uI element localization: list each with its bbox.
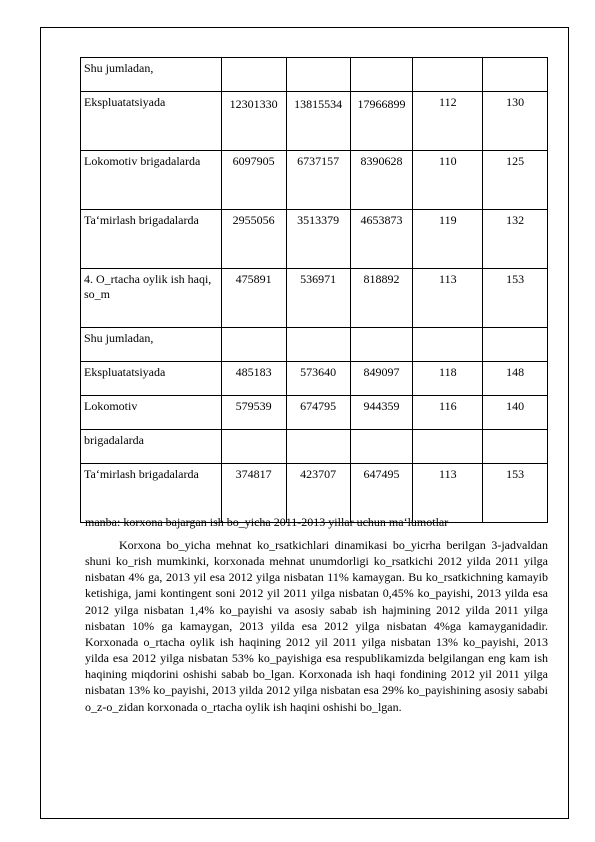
table-cell: 818892 [350, 269, 413, 328]
table-cell: 944359 [350, 396, 413, 430]
table-cell [483, 430, 548, 464]
table-cell [413, 430, 483, 464]
table-cell: 573640 [286, 362, 350, 396]
row-label: 4. O_rtacha oylik ish haqi, so_m [81, 269, 222, 328]
table-cell: 485183 [221, 362, 286, 396]
table-cell: 6097905 [221, 151, 286, 210]
table-cell: 119 [413, 210, 483, 269]
table-row [81, 210, 548, 269]
table-cell [221, 328, 286, 362]
table-cell: 423707 [286, 464, 350, 523]
table-cell [413, 328, 483, 362]
table-cell: 118 [413, 362, 483, 396]
table-row [81, 92, 548, 151]
table-cell: 13815534 [286, 92, 350, 151]
row-label: Ta‘mirlash brigadalarda [81, 210, 222, 269]
table-cell: 374817 [221, 464, 286, 523]
table-cell: 153 [483, 464, 548, 523]
table-cell: 125 [483, 151, 548, 210]
row-label: Ekspluatatsiyada [81, 92, 222, 151]
table-row [81, 269, 548, 328]
table-cell: 110 [413, 151, 483, 210]
table-cell: 475891 [221, 269, 286, 328]
table-cell: 112 [413, 92, 483, 151]
table-cell [286, 58, 350, 92]
row-label: Shu jumladan, [81, 328, 222, 362]
table-cell [413, 58, 483, 92]
table-row [81, 328, 548, 362]
analysis-paragraph: Korxona bo_yicha mehnat ko_rsatkichlari dinamikasi bo_yicrha berilgan 3-jadvaldan shuni ko_rish mumkinki, korxonada mehnat unumdorligi ko_rsatkichi 2012 yilda 2011 yilga nisbatan 4% ga, 2013 yil esa 2012 yilga nisbatan 11% kamaygan. Bu ko_rsatkichning kamayib ketishiga, jami kontingent soni 2012 yil 2011 yilga nisbatan 0,45% ko_payishi, 2013 yilda esa 2012 yilga nisbatan 1,4% ko_payishi va asosiy sabab ish hajmining 2012 yilda 2011 yilga nisbatan 10% ga kamaygan, 2013 yilda esa 2012 yilga nisbatan 4%ga kamayganidadir. Korxonada o_rtacha oylik ish haqining 2012 yil 2011 yilga nisbatan 13% ko_payishi, 2013 yilda esa 2012 yilga nisbatan 53% ko_payishiga esa respublikamizda belgilangan eng kam ish haqining miqdorini oshishi sabab bo_lgan. Korxonada ish haqi fondining 2012 yil 2011 yilga nisbatan 13% ko_payishi, 2013 yilda 2012 yilga nisbatan esa 29% ko_payishining asosiy sababi o_z-o_zidan korxonada o_rtacha oylik ish haqini oshishi bo_lgan. [85, 538, 548, 714]
table-row [81, 151, 548, 210]
table-cell: 4653873 [350, 210, 413, 269]
table-cell: 579539 [221, 396, 286, 430]
table-cell [221, 430, 286, 464]
row-label: Ta‘mirlash brigadalarda [81, 464, 222, 523]
table-cell [286, 328, 350, 362]
table-cell: 3513379 [286, 210, 350, 269]
table-cell [286, 430, 350, 464]
table-cell: 6737157 [286, 151, 350, 210]
table-cell: 132 [483, 210, 548, 269]
table-cell: 647495 [350, 464, 413, 523]
table-cell [350, 430, 413, 464]
table-cell: 849097 [350, 362, 413, 396]
table-cell: 674795 [286, 396, 350, 430]
table-row [81, 430, 548, 464]
row-label: brigadalarda [81, 430, 222, 464]
table-cell: 536971 [286, 269, 350, 328]
table-cell: 113 [413, 464, 483, 523]
table-cell: 153 [483, 269, 548, 328]
table-cell [221, 58, 286, 92]
table-cell: 12301330 [221, 92, 286, 151]
table-cell: 17966899 [350, 92, 413, 151]
table-row [81, 362, 548, 396]
table-row [81, 58, 548, 92]
table-cell [350, 58, 413, 92]
table-cell: 140 [483, 396, 548, 430]
table-cell: 2955056 [221, 210, 286, 269]
source-note: manba: korxona bajargan ish bo_yicha 2011-2013 yillar uchun ma‘lumotlar [85, 515, 449, 529]
table-cell: 8390628 [350, 151, 413, 210]
row-label: Shu jumladan, [81, 58, 222, 92]
table-cell [350, 328, 413, 362]
table-cell: 113 [413, 269, 483, 328]
table-row [81, 396, 548, 430]
table-cell: 130 [483, 92, 548, 151]
table-cell [483, 328, 548, 362]
table-cell: 148 [483, 362, 548, 396]
row-label: Lokomotiv [81, 396, 222, 430]
table-cell [483, 58, 548, 92]
labor-indicators-table [80, 57, 548, 523]
table-cell: 116 [413, 396, 483, 430]
row-label: Ekspluatatsiyada [81, 362, 222, 396]
row-label: Lokomotiv brigadalarda [81, 151, 222, 210]
